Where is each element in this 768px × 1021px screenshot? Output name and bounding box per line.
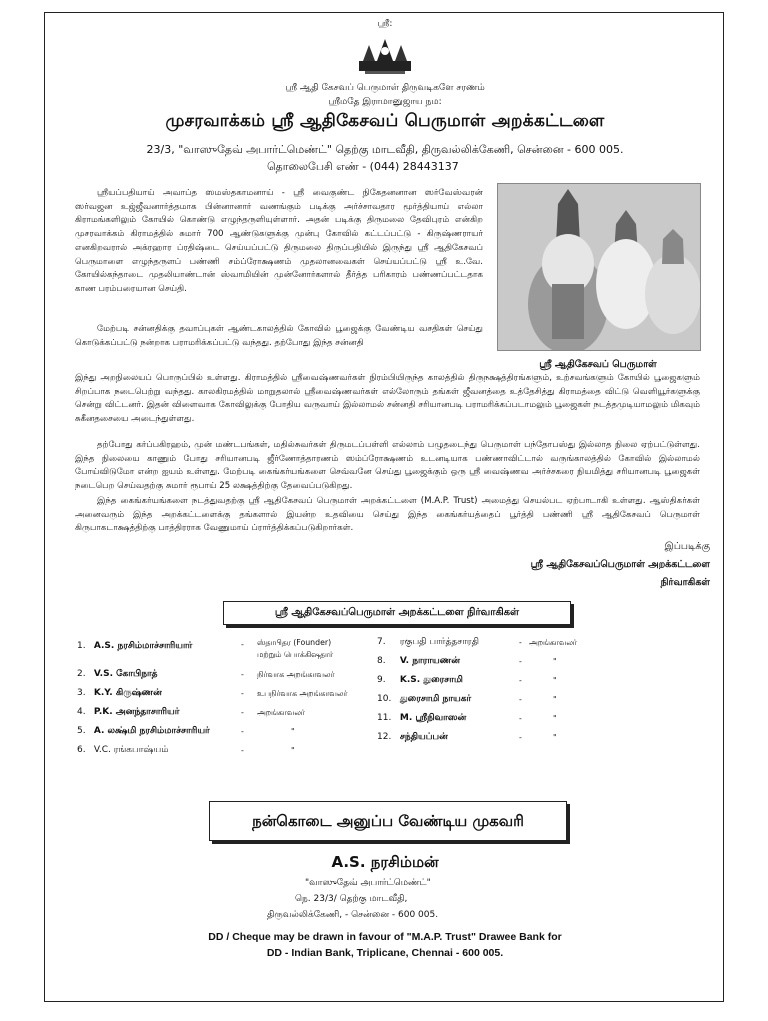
member-role: " [553, 676, 557, 685]
paragraph-appeal: இந்த கைங்கர்யங்களை நடத்துவதற்கு ஸ்ரீ ஆதிகேசவப் பெருமாள் அறக்கட்டளை (M.A.P. Trust) அமைத்து செயல்பட ஏற்பாடாகி உள்ளது. ஆஸ்திகர்கள் அனைவரும் இந்த அறக்கட்டளைக்கு தங்களால் இயன்ற உதவியை செய்து இந்த கைங்கர்யத்தைப் பூர்த்தி பண்ணி ஸ்ரீ ஆதிகேசவப் பெருமாள் கிருபாகடாக்ஷத்திற்கு பாத்திரராக வேணுமாய் ப்ரார்த்திக்கப்படுகிறார்கள். [75, 496, 700, 534]
paragraph-maintenance-b: இந்து அறநிலையப் பொருப்பில் உள்ளது. கிராமத்தில் ஸ்ரீவைஷ்ணவர்கள் நிரம்பியிருந்த காலத்தில் திருநக்ஷத்திரங்களும், உற்சவங்களும் கோயில் பூஜைகளும் சிறப்பாக நடைபெற்று வந்தது. காலகிரமத்தில் மாறுதலால் ஸ்ரீவைஷ்ணவர்கள் எல்லோரும் தங்கள் ஜீவனத்தை உத்தேசித்து கிராமத்தை விட்டு வெளியூர்களுக்கு சென்று விட்டனர். இதன் விளைவாக கோவிலுக்கு போதிய வருவாய் இல்லாமல் சன்னதி சரியானபடி பராமரிக்கப்படாமலும் பூஜைகள் நடத்தமுடியாமலும் மிகவும் சுகீனதசையை அடைந்துள்ளது. [75, 373, 700, 425]
member-row [377, 675, 463, 686]
member-role: அறங்காவலர் [257, 708, 305, 717]
member-row [77, 688, 162, 699]
member-name: K.Y. கிருஷ்ணன் [93, 688, 162, 698]
invocation-line-1: ஸ்ரீ ஆதி கேசவப் பெருமாள் திருவடிகளே சரணம் [285, 83, 485, 93]
donation-heading: நன்கொடை அனுப்ப வேண்டிய முகவரி [209, 801, 567, 841]
donation-address-3: திருவல்லிக்கேணி, - சென்னை - 600 005. [267, 910, 439, 920]
member-row [377, 656, 460, 667]
member-num: 3. [77, 688, 86, 698]
member-name: V.S. கோபிநாத் [93, 669, 158, 679]
member-role: உபநிர்வாக அறங்காவலர் [257, 689, 348, 698]
member-row [77, 707, 179, 718]
phone-line: தொலைபேசி எண் - (044) 28443137 [267, 160, 459, 173]
member-num: 10. [377, 694, 392, 704]
member-num: 1. [77, 641, 86, 651]
invocation-line-2: ஸ்ரீமதே இராமானுஜாய நம: [328, 97, 442, 107]
member-dash: - [519, 638, 522, 647]
member-num: 4. [77, 707, 86, 717]
member-name: ரகுபதி பார்த்தசாரதி [399, 637, 479, 647]
member-num: 8. [377, 656, 386, 666]
member-role: நிர்வாக அறங்காவலர் [257, 670, 335, 679]
donation-name: A.S. நரசிம்மன் [331, 853, 439, 871]
member-name: A. லக்ஷ்மி நரசிம்மாச்சாரியர் [93, 726, 210, 736]
notice-page [44, 12, 724, 1002]
member-num: 2. [77, 669, 86, 679]
paragraph-maintenance-a: மேற்படி சன்னதிக்கு தவாப்புகள் ஆண்டகாலத்தில் கோவில் பூஜைக்கு வேண்டிய வசதிகள் செய்து கொடுக்கப்பட்டு நன்றாக பராமரிக்கப்பட்டு வந்தது. தற்போது இந்த சன்னதி [75, 324, 483, 348]
member-name: V. நாராயணன் [399, 656, 460, 666]
member-role: " [553, 695, 557, 704]
trust-address [45, 141, 725, 175]
member-role-2: மற்றும் பொக்கிஷதார் [257, 650, 334, 659]
member-dash: - [519, 695, 522, 704]
member-role: ஸ்தாபிதர (Founder) [257, 638, 332, 647]
deity-image-icon [498, 184, 700, 350]
member-role: " [553, 714, 557, 723]
member-role: " [291, 727, 295, 736]
member-dash: - [241, 670, 244, 679]
member-dash: - [519, 733, 522, 742]
member-role: " [553, 657, 557, 666]
member-name: சந்தியப்பன் [399, 732, 448, 742]
member-name: P.K. அனந்தாசாரியர் [93, 707, 180, 717]
member-dash: - [241, 640, 244, 649]
photo-caption: ஸ்ரீ ஆதிகேசவப் பெருமாள் [539, 359, 657, 370]
payment-note-1: DD / Cheque may be drawn in favour of "M.A.P. Trust" Drawee Bank for [208, 931, 562, 943]
paragraph-renovation: தற்போது கர்ப்பகிரஹம், முன் மண்டபங்கள், மதில்சுவர்கள் திருமடப்பள்ளி எல்லாம் பழுதடைந்து பெருமாள் பந்தோபஸ்து இல்லாத நிலை ஏற்பட்டுள்ளது. இந்த நிலையை காணும் போது சரியானபடி ஜீர்ணோத்தாரணம் ஸம்ப்ரோக்ஷணம் உடனடியாக பண்ணாவிட்டால் வருங்காலத்தில் கோவில் இல்லாமல் போய்விடுமோ என்ற ஐயம் உள்ளது. மேற்படி கைங்கர்யங்களை செவ்வனே செய்து பூஜைக்கும் ஒரு ஸ்ரீ வைஷ்ணவ அர்ச்சகரை நியமித்து சரியானபடி பூஜைகள் நடைபெற செய்வதற்கு சுமார் ரூபாய் 25 லக்ஷத்திற்கு தேவைப்படுகிறது. [75, 440, 700, 492]
donation-address-2: நெ. 23/3/ தெற்கு மாடவீதி, [295, 894, 408, 904]
member-num: 9. [377, 675, 386, 685]
member-role: " [291, 746, 295, 755]
paragraph-history: ஸ்ரீயப்பதியாய் அவாப்த ஸமஸ்தகாமனாய் - ஸ்ரீ வைகுண்ட நிகேதனனான ஸர்வேஸ்வரன் ஸர்வஜன உஜ்ஜீவனார்த்தமாக பின்னானார் வணங்கும் படிக்கு அர்ச்சாவதார மூர்த்தியாய் எல்லா கிராமங்களிலும் கோயில் கொண்டு எழுந்தருளியுள்ளார். அதன் படிக்கு திருமலை தேவிபுரம் என்கிற முசரவாக்கம் கிராமத்தில் சுமார் 700 ஆண்டுகளுக்கு முன்பு கோவில் கட்டப்பட்டு - கிருஷ்ணராயர் எனகிறவரால் அக்ரஹார ப்ரதிஷ்டை செய்யப்பட்டு திருமலை திருப்பதியில் இருந்து ஸ்ரீ ஆதிகேசவப் பெருமாளை எழுந்தருளப் பண்ணி சம்ப்ரோக்ஷணம் முதலானவைகள் செய்யப்பட்டு ஸ்ரீ உ.வே. கோயில்கந்தாடை முதலியாண்டான் ஸ்வாமியின் முன்னோர்களால் தீர்த்த பரிகாரம் பண்ணப்பட்டதாக காண பரம்பரையான செய்தி. [75, 188, 483, 294]
member-row [77, 726, 210, 737]
member-dash: - [241, 727, 244, 736]
member-name: துரைசாமி நாயகர் [399, 694, 472, 704]
member-row [377, 732, 448, 743]
committee-heading: ஸ்ரீ ஆதிகேசவப்பெருமாள் அறக்கட்டளை நிர்வாகிகள் [223, 601, 571, 625]
member-dash: - [241, 708, 244, 717]
member-row [77, 669, 158, 680]
member-row [377, 637, 479, 648]
member-dash: - [241, 746, 244, 755]
temple-emblem-icon [355, 33, 415, 77]
donation-address-1: "வாஸுதேவ் அபார்ட்மெண்ட்" [305, 878, 431, 888]
signoff-line-2: ஸ்ரீ ஆதிகேசவப்பெருமாள் அறக்கட்டளை [530, 559, 710, 570]
member-dash: - [241, 689, 244, 698]
member-dash: - [519, 657, 522, 666]
member-num: 5. [77, 726, 86, 736]
member-row [377, 694, 471, 705]
member-row [77, 641, 192, 652]
sri-mark: ஸ்ரீ: [377, 19, 393, 29]
member-name: K.S. துரைசாமி [399, 675, 463, 685]
deity-photo [497, 183, 701, 351]
member-num: 12. [377, 732, 392, 742]
payment-note-2: DD - Indian Bank, Triplicane, Chennai - 600 005. [266, 947, 504, 959]
address-line: 23/3, "வாஸுதேவ் அபார்ட்மெண்ட்" தெற்கு மாடவீதி, திருவல்லிக்கேணி, சென்னை - 600 005. [146, 143, 624, 156]
member-dash: - [519, 714, 522, 723]
member-name: M. ஸ்ரீநிவாஸன் [399, 713, 467, 723]
signoff-line-3: நிர்வாகிகள் [660, 577, 710, 588]
member-row [377, 713, 466, 724]
member-name: A.S. நரசிம்மாச்சாரியார் [93, 641, 193, 651]
member-num: 7. [377, 637, 386, 647]
member-num: 11. [377, 713, 392, 723]
member-role: " [553, 733, 557, 742]
signoff-line-1: இப்படிக்கு [664, 541, 710, 552]
member-role: அறங்காவலர் [529, 638, 577, 647]
member-row [77, 745, 168, 756]
member-dash: - [519, 676, 522, 685]
member-num: 6. [77, 745, 86, 755]
trust-title: முசரவாக்கம் ஸ்ரீ ஆதிகேசவப் பெருமாள் அறக்கட்டளை [165, 111, 605, 131]
member-name: V.C. ரங்கபாஷ்யம் [93, 745, 169, 755]
